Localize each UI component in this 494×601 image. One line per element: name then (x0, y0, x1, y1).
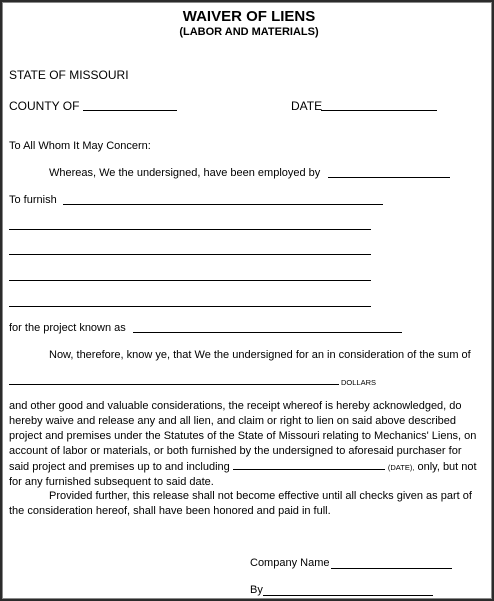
date-field[interactable] (321, 110, 437, 111)
document-subtitle: (LABOR AND MATERIALS) (179, 26, 319, 38)
project-label: for the project known as (9, 322, 126, 334)
furnish-field[interactable] (63, 204, 383, 205)
county-field[interactable] (83, 110, 177, 111)
line5-end: only, but not (417, 461, 477, 473)
project-field[interactable] (133, 332, 402, 333)
company-name-field[interactable] (331, 568, 452, 569)
consideration-line-2: hereby waive and release any and all lien, and claim or right to lien on said above described (9, 415, 456, 427)
signature-field[interactable] (263, 595, 433, 596)
consideration-line-3: project and premises under the Statutes of the State of Missouri relating to Mechanics' Liens, on (9, 430, 477, 442)
consideration-line-4: account of labor or materials, or both furnished by the undersigned to aforesaid purchaser for (9, 445, 462, 457)
document-title: WAIVER OF LIENS (182, 8, 316, 25)
consideration-line-6: for any furnished subsequent to said date. (9, 476, 214, 488)
provided-line-2: the consideration hereof, shall have been honored and paid in full. (9, 505, 331, 517)
sum-field[interactable] (9, 384, 339, 385)
furnish-line-5[interactable] (9, 306, 371, 307)
employer-field[interactable] (328, 177, 450, 178)
through-date-field[interactable] (233, 459, 385, 470)
now-therefore-text: Now, therefore, know ye, that We the undersigned for an in consideration of the sum of (49, 349, 471, 361)
company-name-label: Company Name (250, 557, 330, 569)
whereas-text: Whereas, We the undersigned, have been employed by (49, 167, 321, 179)
salutation: To All Whom It May Concern: (9, 140, 151, 152)
consideration-line-1: and other good and valuable considerations, the receipt whereof is hereby acknowledged, do (9, 400, 462, 412)
county-label: COUNTY OF (9, 99, 80, 113)
provided-line-1: Provided further, this release shall not become effective until all checks given as part of (49, 490, 472, 502)
date-label: DATE (291, 99, 323, 113)
line5-start: said project and premises up to and including (9, 461, 230, 473)
by-label: By (250, 584, 263, 596)
state-line: STATE OF MISSOURI (9, 68, 129, 82)
furnish-line-4[interactable] (9, 280, 371, 281)
consideration-line-5 (9, 459, 477, 475)
furnish-line-3[interactable] (9, 254, 371, 255)
furnish-line-2[interactable] (9, 229, 371, 230)
furnish-label: To furnish (9, 194, 57, 206)
dollars-label: DOLLARS (341, 378, 377, 387)
date-note: (DATE), (387, 463, 415, 472)
consideration-paragraph (9, 399, 477, 490)
